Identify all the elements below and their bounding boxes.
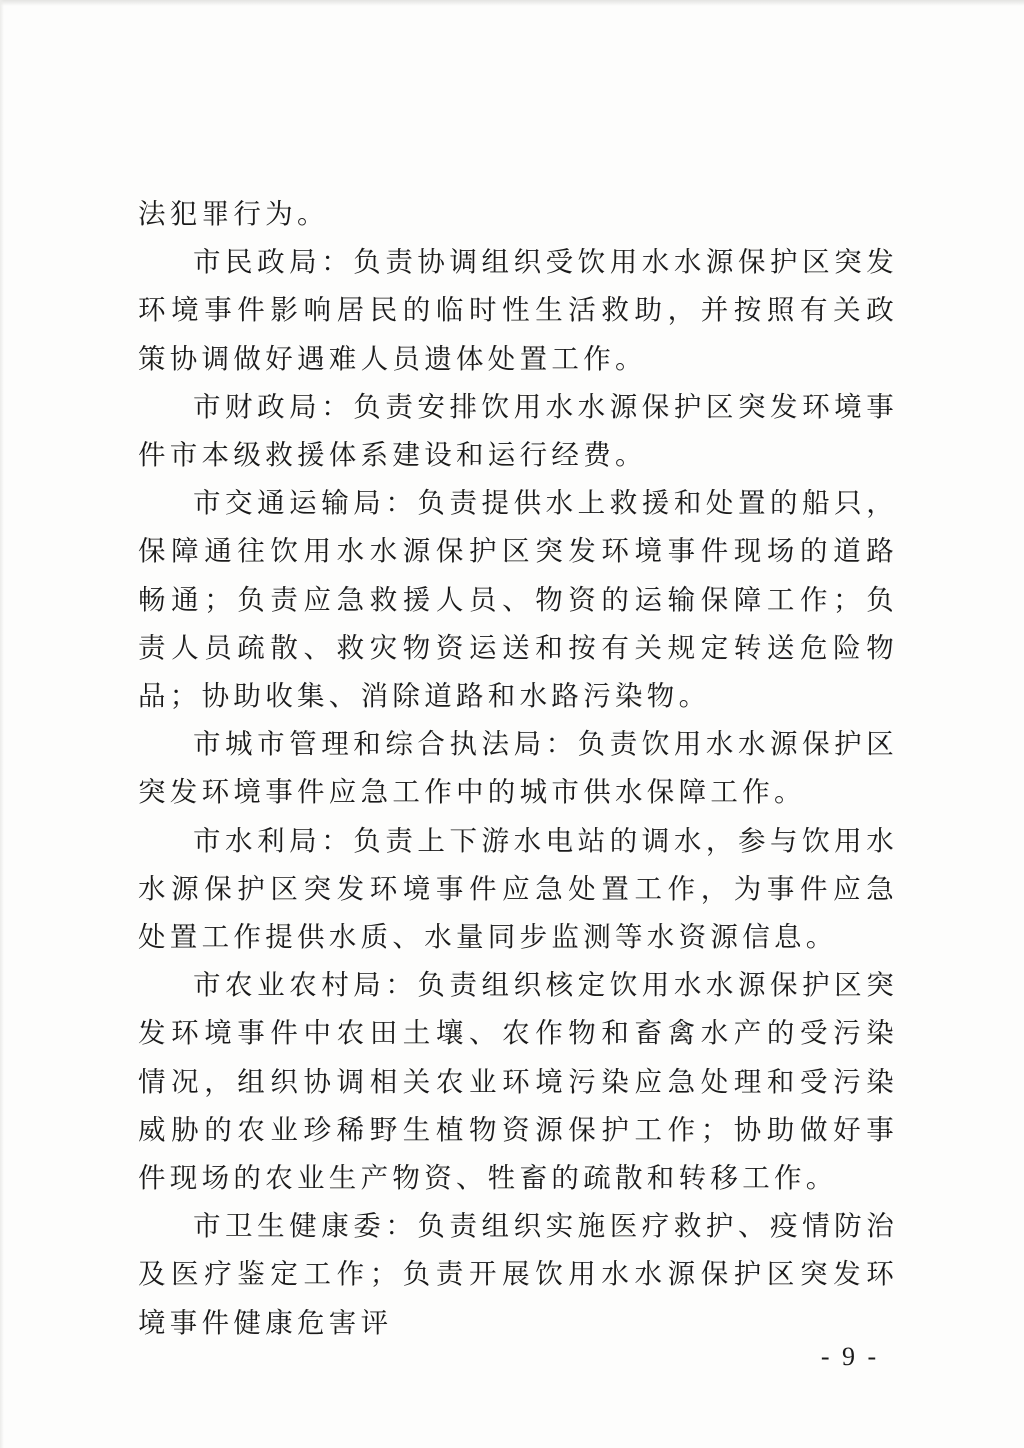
paragraph-water-resources: 市水利局：负责上下游水电站的调水，参与饮用水水源保护区突发环境事件应急处置工作，为事件应急处置工作提供水质、水量同步监测等水资源信息。 [138,824,898,954]
paragraph-continuation: 法犯罪行为。 [138,198,329,230]
paragraph-urban-management: 市城市管理和综合执法局：负责饮用水水源保护区突发环境事件应急工作中的城市供水保障工作。 [138,728,898,809]
paragraph-health: 市卫生健康委：负责组织实施医疗救护、疫情防治及医疗鉴定工作；负责开展饮用水水源保护区突发环境事件健康危害评 [138,1210,898,1339]
document-body [138,190,898,1347]
paragraph-finance: 市财政局：负责安排饮用水水源保护区突发环境事件市本级救援体系建设和运行经费。 [138,390,898,472]
paragraph-agriculture: 市农业农村局：负责组织核定饮用水水源保护区突发环境事件中农田土壤、农作物和畜禽水产的受污染情况，组织协调相关农业环境污染应急处理和受污染威胁的农业珍稀野生植物资源保护工作；协助做好事件现场的农业生产物资、牲畜的疏散和转移工作。 [138,969,898,1195]
scan-left-edge [0,0,4,1448]
page-number: - 9 - [820,1342,880,1371]
paragraph-transport: 市交通运输局：负责提供水上救援和处置的船只，保障通往饮用水水源保护区突发环境事件现场的道路畅通；负责应急救援人员、物资的运输保障工作；负责人员疏散、救灾物资运送和按有关规定转送危险物品；协助收集、消除道路和水路污染物。 [138,487,898,713]
paragraph-civil-affairs: 市民政局：负责协调组织受饮用水水源保护区突发环境事件影响居民的临时性生活救助，并按照有关政策协调做好遇难人员遗体处置工作。 [138,246,898,375]
scan-top-edge [0,0,1024,6]
